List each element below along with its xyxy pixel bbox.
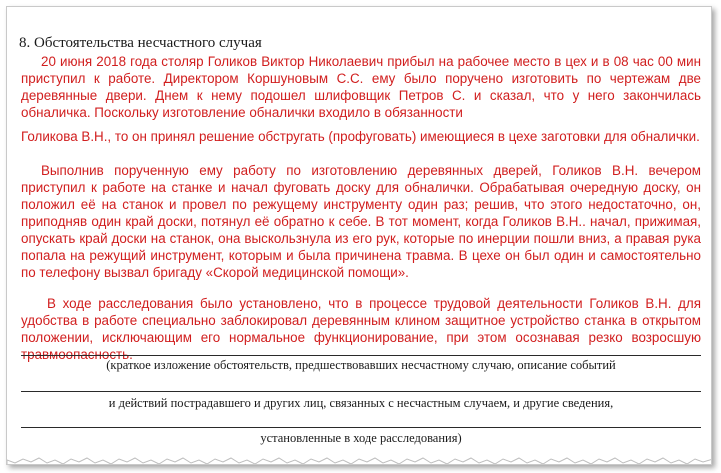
- form-underline-2: [21, 391, 701, 392]
- form-underline-3: [21, 427, 701, 428]
- form-underline-1: [21, 355, 701, 356]
- form-caption-3: установленные в ходе расследования): [260, 431, 462, 445]
- document-page: [6, 6, 712, 465]
- form-caption-1: (краткое изложение обстоятельств, предшествовавших несчастному случаю, описание событий: [106, 358, 616, 372]
- circumstances-paragraph-1: 20 июня 2018 года столяр Голиков Виктор Николаевич прибыл на рабочее место в цех и в 08 час 00 мин приступил к работе. Директором Коршуновым С.С. ему было поручено изготовить по чертежам две деревянные двери. Днем к нему подошел шлифовщик Петров С. и сказал, что у него закончилась обналичка. Поскольку изготовление обналички входило в обязанности: [21, 54, 701, 120]
- circumstances-paragraph-3: Выполнив порученную ему работу по изготовлению деревянных дверей, Голиков В.Н. вечером приступил к работе на станке и начал фуговать доску для обналички. Обрабатывая очередную доску, он положил её на станок и провел по режущему инструменту один раз; решив, что этого недостаточно, он, приподняв один край доски, потянул её обратно к себе. В тот момент, когда Голиков В.Н.. начал, прижимая, опускать край доски на станок, она выскользнула из его рук, которые по инерции пошли вниз, а правая рука попала на режущий инструмент, которым и была причинена травма. В цехе он был один и самостоятельно по телефону вызвал бригаду «Скорой медицинской помощи».: [21, 163, 701, 280]
- circumstances-paragraph-2: Голикова В.Н., то он принял решение обстругать (профуговать) имеющиеся в цехе заготовки для обналички.: [21, 129, 700, 144]
- section-heading: 8. Обстоятельства несчастного случая: [19, 35, 262, 51]
- circumstances-paragraph-4: В ходе расследования было установлено, что в процессе трудовой деятельности Голиков В.Н. для удобства в работе специально заблокировал деревянным клином защитное устройство станка в открытом положении, исключающим его нормальное функционирование, при этом осознавая резко возросшую травмоопасность.: [21, 296, 701, 362]
- form-caption-2: и действий пострадавшего и других лиц, связанных с несчастным случаем, и другие сведения,: [108, 396, 614, 410]
- torn-edge-decoration: [7, 456, 712, 465]
